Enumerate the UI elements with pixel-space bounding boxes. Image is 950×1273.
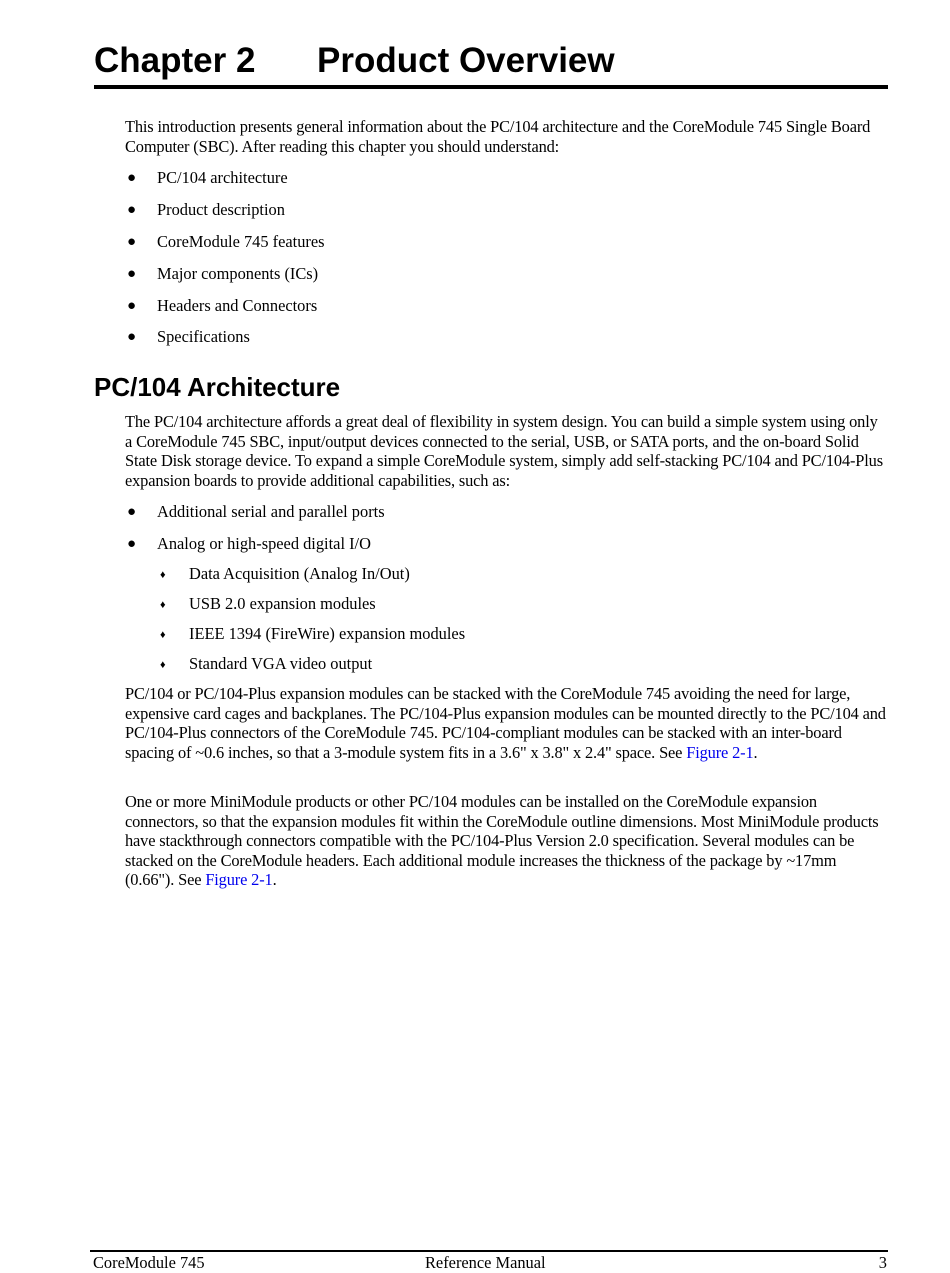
bullet-text: Major components (ICs): [157, 264, 319, 283]
sub-bullet: [160, 624, 466, 644]
intro-bullet: [127, 168, 288, 188]
bullet-icon: ●: [127, 536, 137, 552]
intro-paragraph: This introduction presents general information about the PC/104 architecture and the CoreModule 745 Single Board Computer (SBC). After reading this chapter you should understand:: [125, 117, 871, 156]
diamond-bullet-icon: ♦: [160, 659, 166, 671]
bullet-text: Data Acquisition (Analog In/Out): [189, 564, 410, 583]
bullet-icon: ●: [127, 298, 137, 314]
bullet-text: Specifications: [157, 327, 250, 346]
heading-rule: [94, 85, 888, 89]
bullet-text: Standard VGA video output: [189, 654, 373, 673]
bullet-text: Analog or high-speed digital I/O: [157, 534, 371, 553]
bullet-text: Product description: [157, 200, 285, 219]
intro-bullet: [127, 296, 318, 316]
section-paragraph-3: [125, 792, 887, 890]
bullet-text: Headers and Connectors: [157, 296, 318, 315]
chapter-heading: [94, 40, 615, 82]
intro-bullet: [127, 200, 285, 220]
section-bullet: [127, 502, 385, 522]
intro-bullet: [127, 232, 325, 252]
figure-link[interactable]: Figure 2-1: [205, 870, 273, 889]
bullet-text: USB 2.0 expansion modules: [189, 594, 376, 613]
diamond-bullet-icon: ♦: [160, 599, 166, 611]
bullet-icon: ●: [127, 202, 137, 218]
section-bullet: [127, 534, 371, 554]
sub-bullet: [160, 594, 376, 614]
bullet-text: PC/104 architecture: [157, 168, 288, 187]
chapter-title: Product Overview: [317, 41, 615, 80]
intro-bullet: [127, 264, 319, 284]
chapter-number: Chapter 2: [94, 41, 256, 80]
paragraph-text: One or more MiniModule products or other PC/104 modules can be installed on the CoreModule expansion connectors, so that the expansion modules fit within the CoreModule outline dimensions. Most MiniModule products have stackthrough connectors compatible with the PC/104-Plus Version 2.0 specification. Several modules can be stacked on the CoreModule headers. Each additional module increases the thickness of the package by ~17mm (0.66"). See: [125, 792, 879, 889]
bullet-icon: ●: [127, 234, 137, 250]
footer-manual: Reference Manual: [425, 1253, 546, 1272]
sub-bullet: [160, 564, 410, 584]
sub-bullet: [160, 654, 373, 674]
paragraph-text: .: [272, 870, 277, 889]
bullet-text: CoreModule 745 features: [157, 232, 325, 251]
section-paragraph-2: [125, 684, 887, 762]
section-paragraph-1: The PC/104 architecture affords a great deal of flexibility in system design. You can build a simple system using only a CoreModule 745 SBC, input/output devices connected to the serial, USB, or SATA ports, and the on-board Solid State Disk storage device. To expand a simple CoreModule system, simply add self-stacking PC/104 and PC/104-Plus expansion boards to provide additional capabilities, such as:: [125, 412, 883, 490]
bullet-icon: ●: [127, 504, 137, 520]
paragraph-text: .: [753, 742, 758, 762]
bullet-icon: ●: [127, 170, 137, 186]
footer-product: CoreModule 745: [93, 1253, 205, 1272]
footer-rule: [90, 1250, 888, 1252]
bullet-icon: ●: [127, 266, 137, 282]
bullet-text: Additional serial and parallel ports: [157, 502, 385, 521]
intro-bullet: [127, 327, 250, 347]
bullet-text: IEEE 1394 (FireWire) expansion modules: [189, 624, 466, 643]
paragraph-text: PC/104 or PC/104-Plus expansion modules can be stacked with the CoreModule 745 avoiding the need for large, expensive card cages and backplanes. The PC/104-Plus expansion modules can be mounted directly to the PC/104 and PC/104-Plus connectors of the CoreModule 745. PC/104-compliant modules can be stacked with an inter-board spacing of ~0.6 inches, so that a 3-module system fits in a 3.6" x 3.8" x 2.4" space. See: [125, 684, 886, 762]
footer-page-number: 3: [878, 1253, 887, 1272]
diamond-bullet-icon: ♦: [160, 629, 166, 641]
diamond-bullet-icon: ♦: [160, 569, 166, 581]
bullet-icon: ●: [127, 329, 137, 345]
figure-link[interactable]: Figure 2-1: [686, 742, 754, 762]
section-heading: PC/104 Architecture: [94, 372, 341, 402]
